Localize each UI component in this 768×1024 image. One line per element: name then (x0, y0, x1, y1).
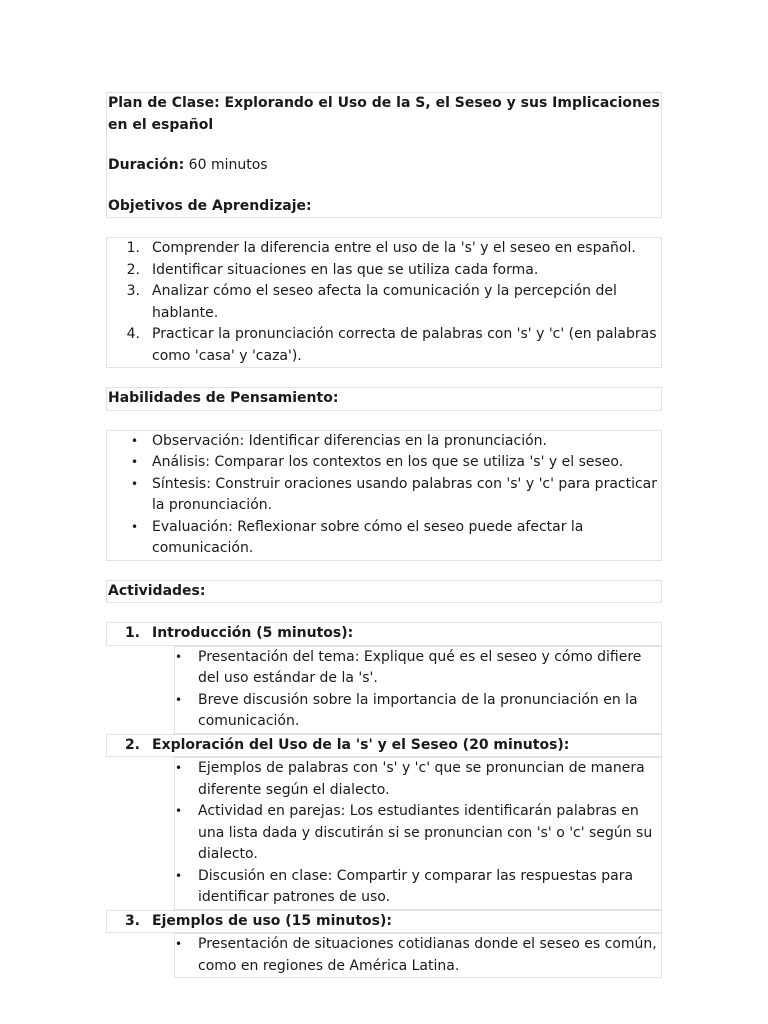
duration-label: Duración: (108, 157, 185, 173)
bullet-icon: • (175, 804, 183, 818)
bullet-icon: • (175, 692, 183, 707)
header-block (106, 92, 662, 218)
bullet-icon: • (131, 476, 139, 491)
bullet-icon: • (175, 868, 183, 883)
activities-heading: Actividades: (106, 580, 662, 604)
list-item: 3. Analizar cómo el seseo afecta la comunicación y la percepción del hablante. (126, 283, 617, 321)
activity-title: Introducción (5 minutos): (152, 625, 354, 641)
bullet-icon: • (175, 649, 183, 664)
list-item: • Análisis: Comparar los contextos en los que se utiliza 's' y el seseo. (107, 452, 661, 474)
bullet-icon: • (175, 937, 183, 951)
objectives-heading: Objetivos de Aprendizaje: (108, 197, 312, 214)
activity-title: Exploración del Uso de la 's' y el Seseo (20 minutos): (152, 736, 570, 753)
activity-sublist (174, 646, 662, 734)
activities-list (106, 622, 662, 978)
activity-sublist (174, 757, 662, 910)
activity-title: Ejemplos de uso (15 minutos): (152, 912, 392, 929)
duration-value: 60 minutos (184, 157, 268, 173)
objectives-list (106, 237, 662, 368)
list-item: • Discusión en clase: Compartir y comparar las respuestas para identificar patrones de uso. (175, 867, 634, 905)
bullet-icon: • (131, 519, 139, 534)
list-item: • Presentación del tema: Explique qué es el seseo y cómo difiere del uso estándar de la 's'. (175, 648, 642, 686)
duration-line (107, 155, 661, 177)
activity-sublist (174, 933, 662, 978)
list-item: • Observación: Identificar diferencias en la pronunciación. (107, 431, 661, 453)
list-item: • Evaluación: Reflexionar sobre cómo el seseo puede afectar la comunicación. (131, 518, 584, 556)
activity-item: 2. Exploración del Uso de la 's' y el Seseo (20 minutos): • Ejemplos de palabras con 's' y 'c' que se pronuncian de manera diferente según el dialecto. • Actividad en parejas: Los estudiantes identificarán palabras en una lista dada y discutirán si se pronuncian con 's' o 'c' según su dialecto. • Discusión en clase: Compartir y comparar las respuestas para identificar patrones de uso. (106, 734, 662, 910)
activity-item: 1. Introducción (5 minutos): • Presentación del tema: Explique qué es el seseo y cómo difiere del uso estándar de la 's'. • Breve discusión sobre la importancia de la pronunciación en la comunicación. (106, 622, 662, 734)
bullet-icon: • (131, 433, 139, 448)
bullet-icon: • (175, 761, 183, 775)
list-item: 1. Comprender la diferencia entre el uso de la 's' y el seseo en español. (126, 240, 636, 256)
lesson-plan-document (106, 92, 662, 978)
skills-heading: Habilidades de Pensamiento: (106, 387, 662, 411)
activity-item: 3. Ejemplos de uso (15 minutos): • Presentación de situaciones cotidianas donde el seseo es común, como en regiones de América Latina. (106, 910, 662, 979)
list-item: • Ejemplos de palabras con 's' y 'c' que se pronuncian de manera diferente según el dialecto. (175, 760, 645, 798)
list-item: • Actividad en parejas: Los estudiantes identificarán palabras en una lista dada y discutirán si se pronuncian con 's' o 'c' según su dialecto. (175, 803, 653, 862)
document-title: Plan de Clase: Explorando el Uso de la S, el Seseo y sus Implicaciones en el español (108, 95, 660, 133)
list-item: • Breve discusión sobre la importancia de la pronunciación en la comunicación. (175, 691, 638, 729)
list-item: • Presentación de situaciones cotidianas donde el seseo es común, como en regiones de América Latina. (175, 936, 657, 974)
list-item: 4. Practicar la pronunciación correcta de palabras con 's' y 'c' (en palabras como 'casa' y 'caza'). (126, 326, 657, 364)
skills-list (106, 430, 662, 561)
bullet-icon: • (131, 455, 139, 469)
list-item: • Síntesis: Construir oraciones usando palabras con 's' y 'c' para practicar la pronunciación. (131, 475, 658, 513)
list-item: 2. Identificar situaciones en las que se utiliza cada forma. (126, 261, 539, 278)
